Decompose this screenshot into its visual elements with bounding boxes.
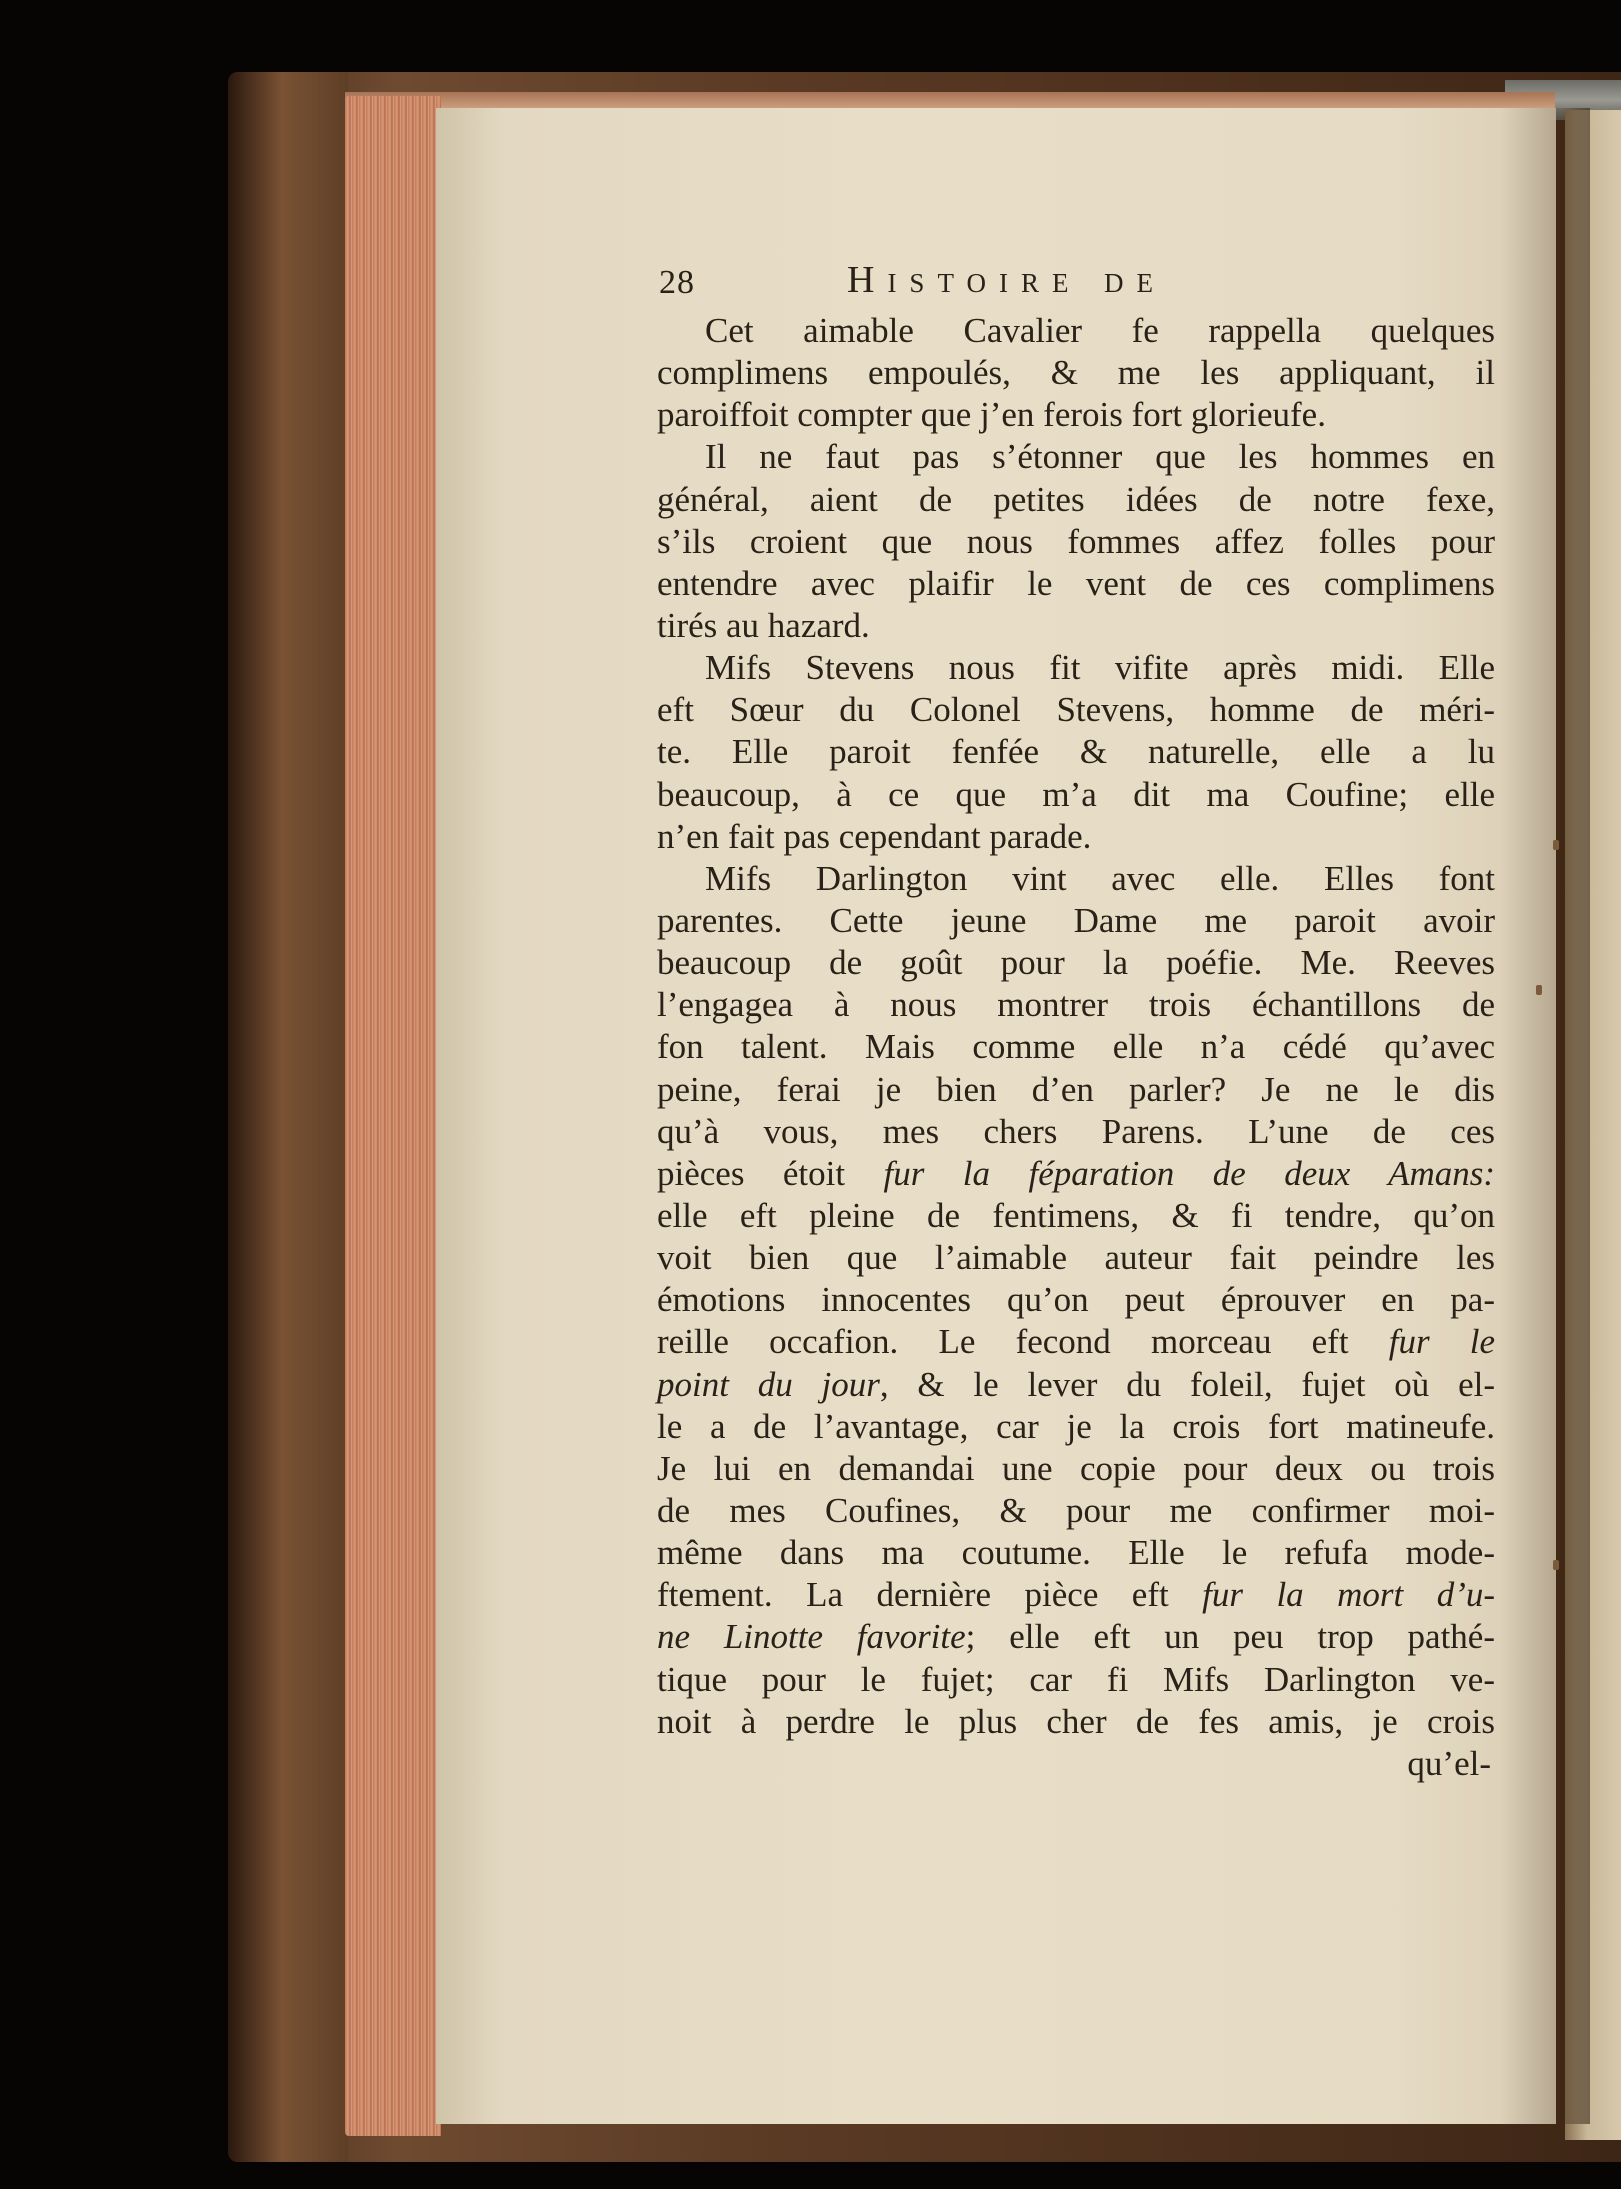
text-segment: qu’à vous, mes chers Parens. L’une de ces	[657, 1111, 1495, 1151]
text-line	[657, 1659, 1495, 1701]
text-line	[657, 1532, 1495, 1574]
red-page-edges	[345, 96, 441, 2136]
text-segment: parentes. Cette jeune Dame me paroit avoir	[657, 900, 1495, 940]
text-segment: Mifs Stevens nous fit vifite après midi. Elle	[705, 648, 1495, 688]
text-segment: eft Sœur du Colonel Stevens, homme de méri-	[657, 690, 1495, 730]
text-segment: noit à perdre le plus cher de fes amis, je crois	[657, 1701, 1495, 1741]
text-line	[657, 352, 1495, 394]
text-segment: te. Elle paroit fenfée & naturelle, elle a lu	[657, 732, 1495, 772]
catchword: qu’el-	[1407, 1743, 1491, 1783]
text-line	[657, 900, 1495, 942]
text-segment: pièces étoit	[657, 1153, 884, 1193]
text-line	[657, 942, 1495, 984]
text-line	[657, 816, 1495, 858]
text-segment: s’ils croient que nous fommes affez folles pour	[657, 521, 1495, 561]
text-line	[657, 1574, 1495, 1616]
italic-text: fur la féparation de deux Amans:	[883, 1153, 1495, 1193]
text-line	[657, 1237, 1495, 1279]
body-text	[657, 310, 1495, 1785]
text-line	[657, 984, 1495, 1026]
margin-mark	[1553, 840, 1559, 850]
text-line	[657, 1026, 1495, 1068]
text-line	[657, 1490, 1495, 1532]
italic-text: fur le	[1388, 1322, 1495, 1362]
text-segment: Mifs Darlington vint avec elle. Elles font	[705, 858, 1495, 898]
text-line	[657, 731, 1495, 773]
text-segment: ftement. La dernière pièce eft	[657, 1575, 1203, 1615]
text-line	[657, 479, 1495, 521]
text-line	[657, 1616, 1495, 1658]
text-segment: entendre avec plaifir le vent de ces complimens	[657, 563, 1495, 603]
text-line	[657, 521, 1495, 563]
page-number: 28	[659, 264, 695, 301]
text-segment: beaucoup de goût pour la poéfie. Me. Reeves	[657, 943, 1495, 983]
text-segment: Cet aimable Cavalier fe rappella quelques	[705, 311, 1495, 350]
text-segment: le a de l’avantage, car je la crois fort matineufe.	[657, 1406, 1495, 1446]
text-segment: paroiffoit compter que j’en ferois fort glorieufe.	[657, 395, 1326, 435]
text-segment: voit bien que l’aimable auteur fait peindre les	[657, 1238, 1495, 1278]
text-line	[657, 1321, 1495, 1363]
italic-text: ne Linotte favorite	[657, 1617, 966, 1657]
text-segment: peine, ferai je bien d’en parler? Je ne le dis	[657, 1069, 1495, 1109]
text-line	[657, 1701, 1495, 1743]
italic-text: point du jour	[657, 1364, 880, 1404]
margin-mark	[1553, 1560, 1559, 1570]
text-line	[657, 310, 1495, 352]
text-line	[657, 563, 1495, 605]
text-line	[657, 1448, 1495, 1490]
italic-text: fur la mort d’u-	[1202, 1575, 1496, 1615]
text-segment: elle eft pleine de fentimens, & fi tendre, qu’on	[657, 1195, 1495, 1235]
text-line	[657, 774, 1495, 816]
text-line	[657, 605, 1495, 647]
cover-spine	[228, 72, 348, 2162]
text-segment: tique pour le fujet; car fi Mifs Darlington ve-	[657, 1659, 1495, 1699]
text-line	[657, 1069, 1495, 1111]
text-line	[657, 1195, 1495, 1237]
margin-mark	[1536, 985, 1542, 995]
text-line	[657, 689, 1495, 731]
running-head	[657, 258, 1495, 310]
text-line	[657, 1153, 1495, 1195]
text-line	[657, 858, 1495, 900]
running-head-title: Histoire de	[847, 259, 1166, 301]
text-line	[657, 436, 1495, 478]
text-segment: reille occafion. Le fecond morceau eft	[657, 1322, 1389, 1362]
text-segment: général, aient de petites idées de notre fexe,	[657, 479, 1495, 519]
text-segment: n’en fait pas cependant parade.	[657, 816, 1092, 856]
text-line	[657, 1364, 1495, 1406]
text-segment: même dans ma coutume. Elle le refufa mode-	[657, 1533, 1495, 1573]
text-segment: Il ne faut pas s’étonner que les hommes en	[705, 437, 1495, 477]
gutter-shadow	[1500, 108, 1590, 2124]
text-line	[657, 1406, 1495, 1448]
text-segment: complimens empoulés, & me les appliquant, il	[657, 353, 1495, 393]
text-line	[657, 394, 1495, 436]
text-segment: émotions innocentes qu’on peut éprouver en pa-	[657, 1280, 1495, 1320]
text-segment: l’engagea à nous montrer trois échantillons de	[657, 985, 1495, 1025]
text-segment: de mes Coufines, & pour me confirmer moi-	[657, 1490, 1495, 1530]
text-segment: tirés au hazard.	[657, 605, 870, 645]
text-line	[657, 1111, 1495, 1153]
text-segment: , & le lever du foleil, fujet où el-	[879, 1364, 1495, 1404]
text-segment: beaucoup, à ce que m’a dit ma Coufine; elle	[657, 774, 1495, 814]
text-line	[657, 1279, 1495, 1321]
text-line	[657, 647, 1495, 689]
text-segment: fon talent. Mais comme elle n’a cédé qu’avec	[657, 1027, 1495, 1067]
text-segment: Je lui en demandai une copie pour deux ou trois	[657, 1448, 1495, 1488]
page-text	[657, 258, 1495, 1785]
text-segment: ; elle eft un peu trop pathé-	[965, 1617, 1495, 1657]
